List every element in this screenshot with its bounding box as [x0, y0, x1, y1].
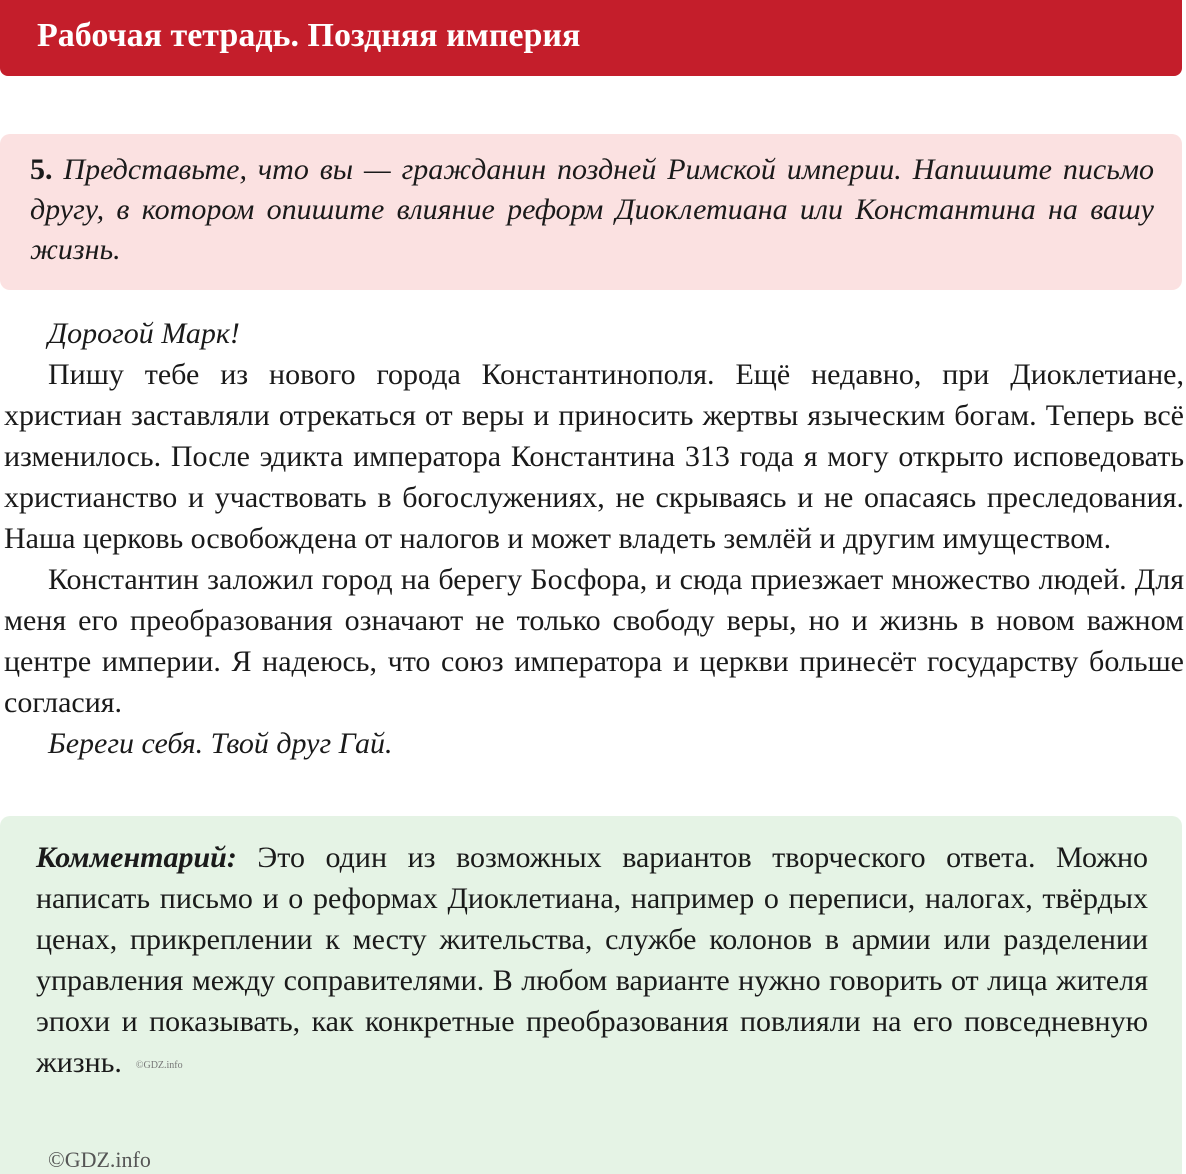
comment-box [0, 816, 1182, 1174]
task-number: 5. [30, 153, 53, 186]
footer-copyright: ©GDZ.info [48, 1147, 151, 1172]
letter-paragraph: Пишу тебе из нового города Константинополя. Ещё недавно, при Диоклетиане, христиан заставляли отрекаться от веры и приносить жертвы языческим богам. Теперь всё изменилось. После эдикта императора Константина 313 года я могу открыто исповедовать христианство и участвовать в богослужениях, не скрываясь и не опасаясь преследования. Наша церковь освобождена от налогов и может владеть землёй и другим имуществом. [4, 358, 1184, 555]
page-header [0, 0, 1182, 76]
letter-paragraph: Константин заложил город на берегу Босфора, и сюда приезжает множество людей. Для меня его преобразования означают не только свободу веры, но и жизнь в новом важном центре империи. Я надеюсь, что союз императора и церкви принесёт государству больше согласия. [4, 563, 1184, 719]
comment-text [36, 837, 1148, 1086]
letter-closing: Береги себя. Твой друг Гай. [48, 727, 393, 760]
task-box [0, 134, 1182, 290]
comment-body: Это один из возможных вариантов творческого ответа. Можно написать письмо и о реформах Диоклетиана, например о переписи, налогах, твёрдых ценах, прикреплении к месту жительства, службе колонов в армии или разделении управления между соправителями. В любом варианте нужно говорить от лица жителя эпохи и показывать, как конкретные преобразования повлияли на его повседневную жизнь. [36, 841, 1148, 1079]
task-prompt: Представьте, что вы — гражданин поздней Римской империи. Напишите письмо другу, в котором опишите влияние реформ Диоклетиана или Константина на вашу жизнь. [30, 153, 1155, 266]
copyright-mark: ©GDZ.info [135, 1059, 183, 1071]
letter-answer [4, 313, 1184, 764]
task-text [30, 150, 1154, 270]
letter-greeting: Дорогой Марк! [48, 317, 240, 350]
comment-label: Комментарий: [36, 841, 237, 874]
page-title: Рабочая тетрадь. Поздняя империя [37, 17, 581, 54]
